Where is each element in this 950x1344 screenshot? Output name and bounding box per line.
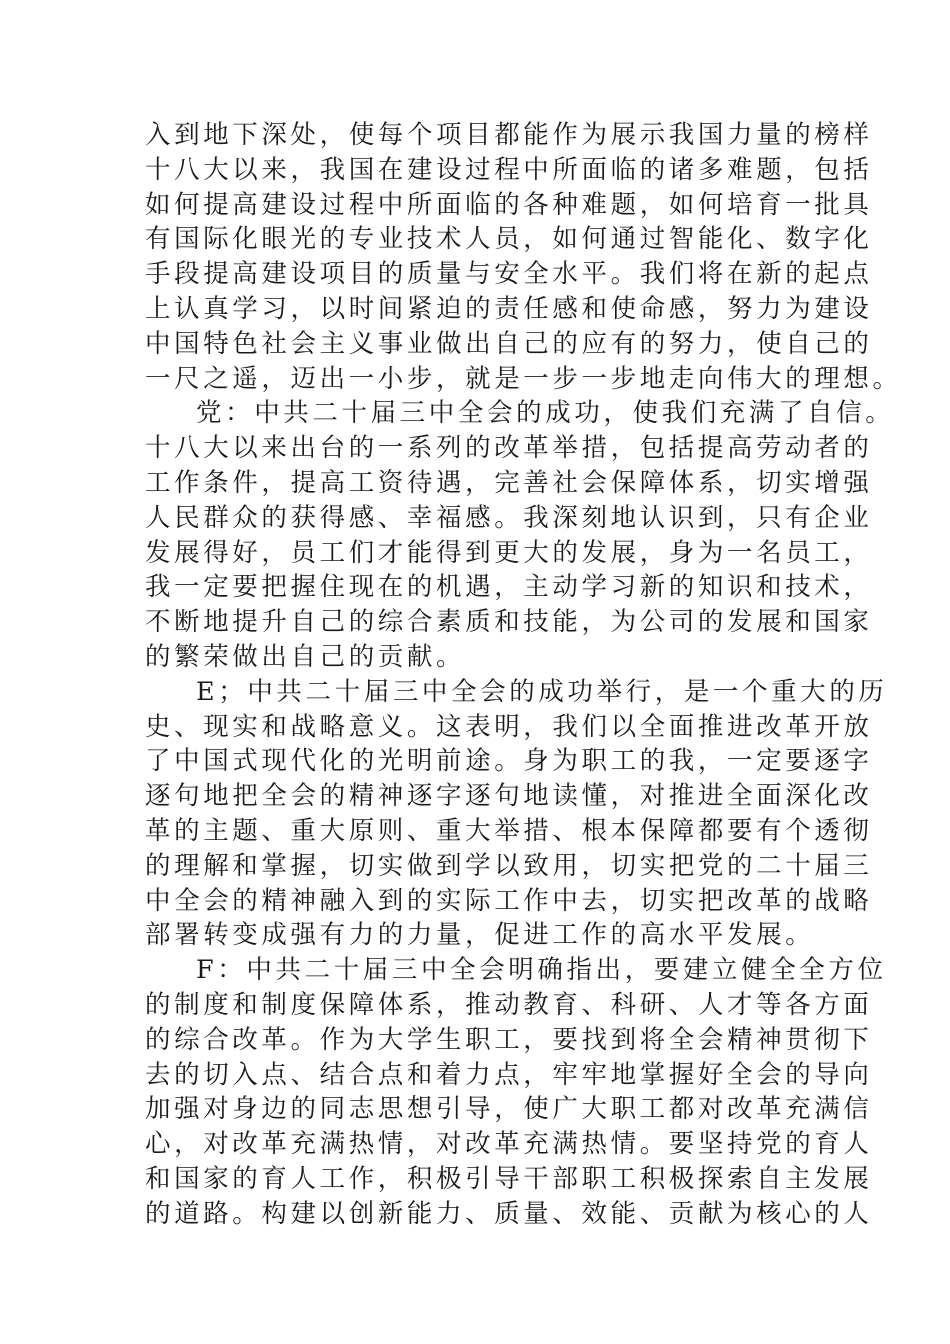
paragraph-first-line: E；中共二十届三中全会的成功举行，是一个重大的历 xyxy=(196,676,888,707)
text-line: 十八大以来，我国在建设过程中所面临的诸多难题，包括 xyxy=(145,154,873,185)
text-line: 去的切入点、结合点和着力点，牢牢地掌握好全会的导向 xyxy=(145,1059,873,1090)
text-line: 心，对改革充满热情，对改革充满热情。要坚持党的育人 xyxy=(145,1129,873,1160)
text-line: 如何提高建设过程中所面临的各种难题，如何培育一批具 xyxy=(145,189,873,220)
text-line: 中国特色社会主义事业做出自己的应有的努力，使自己的 xyxy=(145,328,873,359)
text-line: 了中国式现代化的光明前途。身为职工的我，一定要逐字 xyxy=(145,746,873,777)
text-line: 有国际化眼光的专业技术人员，如何通过智能化、数字化 xyxy=(145,224,873,255)
text-line: 的道路。构建以创新能力、质量、效能、贡献为核心的人 xyxy=(145,1198,873,1229)
text-line: 中全会的精神融入到的实际工作中去，切实把改革的战略 xyxy=(145,885,873,916)
paragraph-first-line: F：中共二十届三中全会明确指出，要建立健全全方位 xyxy=(196,955,887,986)
text-line: 和国家的育人工作，积极引导干部职工积极探索自主发展 xyxy=(145,1163,873,1194)
text-line: 入到地下深处，使每个项目都能作为展示我国力量的榜样 xyxy=(145,120,873,150)
text-line: 工作条件，提高工资待遇，完善社会保障体系，切实增强 xyxy=(145,467,873,498)
text-line: 我一定要把握住现在的机遇，主动学习新的知识和技术， xyxy=(145,572,873,603)
text-line: 人民群众的获得感、幸福感。我深刻地认识到，只有企业 xyxy=(145,502,873,533)
text-line: 一尺之遥，迈出一小步，就是一步一步地走向伟大的理想。 xyxy=(145,363,902,394)
text-line: 革的主题、重大原则、重大举措、根本保障都要有个透彻 xyxy=(145,815,873,846)
text-line: 上认真学习，以时间紧迫的责任感和使命感，努力为建设 xyxy=(145,293,873,324)
text-line: 手段提高建设项目的质量与安全水平。我们将在新的起点 xyxy=(145,259,873,290)
document-body xyxy=(145,118,902,1232)
text-line: 发展得好，员工们才能得到更大的发展，身为一名员工， xyxy=(145,537,873,568)
text-line: 部署转变成强有力的力量，促进工作的高水平发展。 xyxy=(145,920,815,951)
text-line: 十八大以来出台的一系列的改革举措，包括提高劳动者的 xyxy=(145,433,873,464)
text-line: 的繁荣做出自己的贡献。 xyxy=(145,641,466,672)
text-line: 加强对身边的同志思想引导，使广大职工都对改革充满信 xyxy=(145,1094,873,1125)
text-line: 不断地提升自己的综合素质和技能，为公司的发展和国家 xyxy=(145,607,873,638)
text-line: 逐句地把全会的精神逐字逐句地读懂，对推进全面深化改 xyxy=(145,781,873,812)
text-line: 的理解和掌握，切实做到学以致用，切实把党的二十届三 xyxy=(145,850,873,881)
text-line: 史、现实和战略意义。这表明，我们以全面推进改革开放 xyxy=(145,711,873,742)
paragraph-first-line: 党：中共二十届三中全会的成功，使我们充满了自信。 xyxy=(196,398,895,429)
text-line: 的制度和制度保障体系，推动教育、科研、人才等各方面 xyxy=(145,989,873,1020)
text-line: 的综合改革。作为大学生职工，要找到将全会精神贯彻下 xyxy=(145,1024,873,1055)
